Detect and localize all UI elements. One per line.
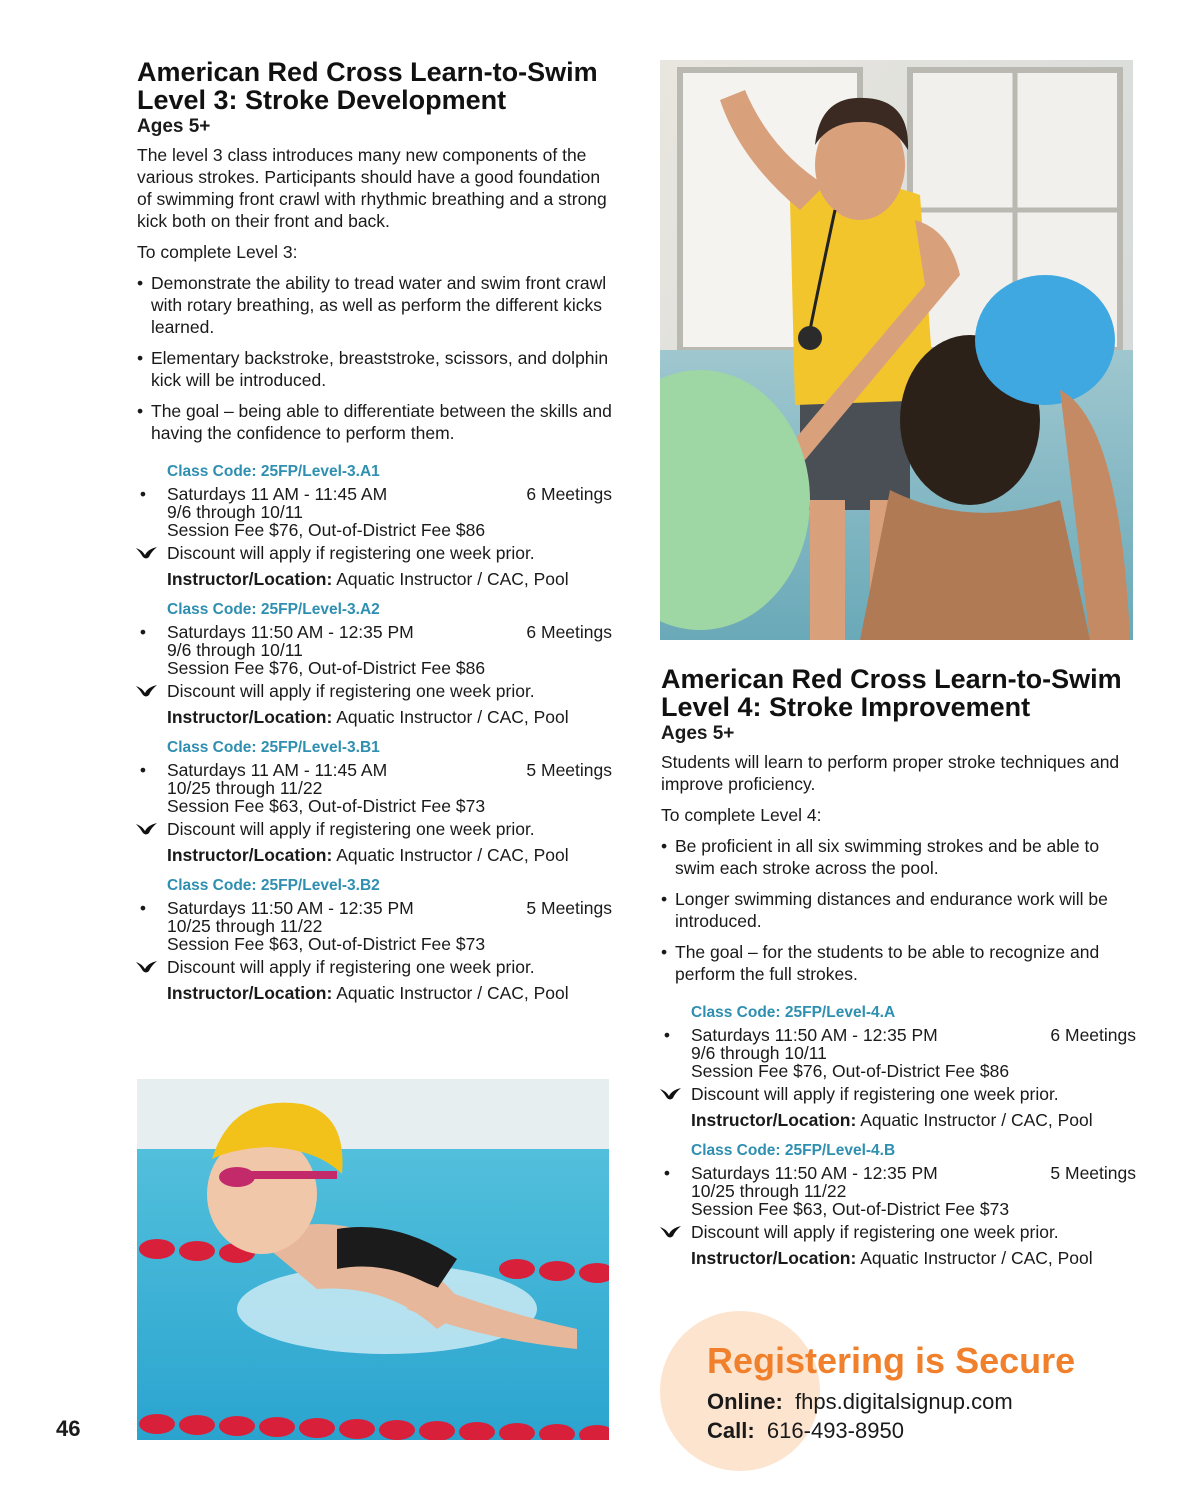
bullet-dot: •	[139, 898, 147, 918]
session-schedule: Saturdays 11:50 AM - 12:35 PM	[167, 898, 414, 918]
session-dates: 10/25 through 11/22	[167, 778, 323, 798]
page-number: 46	[56, 1416, 81, 1441]
instructor-label: Instructor/Location:	[167, 569, 333, 589]
level3-title-line2: Level 3: Stroke Development	[137, 85, 507, 115]
instructor-location	[691, 1247, 1136, 1269]
call-label: Call:	[707, 1418, 755, 1443]
class-code: Class Code: 25FP/Level-4.A	[691, 1004, 896, 1021]
list-item	[661, 941, 1136, 985]
level3-bullet-3: The goal – being able to differentiate between the skills and having the confidence to perform them.	[151, 401, 612, 443]
session-schedule: Saturdays 11 AM - 11:45 AM	[167, 484, 388, 504]
instructor-label: Instructor/Location:	[167, 707, 333, 727]
level4-requirements	[661, 835, 1136, 985]
session-dates: 9/6 through 10/11	[691, 1043, 827, 1063]
level4-title-line2: Level 4: Stroke Improvement	[661, 692, 1031, 722]
swimmer-photo-illustration	[137, 1079, 609, 1440]
level4-title-line1: American Red Cross Learn-to-Swim	[661, 664, 1122, 694]
class-code: Class Code: 25FP/Level-3.A2	[167, 601, 380, 618]
list-item	[661, 835, 1136, 879]
bullet-dot: •	[137, 348, 144, 368]
bullet-dot: •	[139, 484, 147, 504]
session-schedule: Saturdays 11:50 AM - 12:35 PM	[691, 1163, 938, 1183]
discount-note	[167, 956, 612, 978]
class-code: Class Code: 25FP/Level-3.B2	[167, 877, 380, 894]
bullet-dot: •	[663, 1163, 671, 1183]
session-schedule: Saturdays 11 AM - 11:45 AM	[167, 760, 388, 780]
instructor-value: Aquatic Instructor / CAC, Pool	[860, 1110, 1093, 1130]
session-dates: 9/6 through 10/11	[167, 502, 303, 522]
session-meetings: 5 Meetings	[526, 898, 612, 918]
discount-text: Discount will apply if registering one week prior.	[167, 957, 535, 977]
session-schedule: Saturdays 11:50 AM - 12:35 PM	[167, 622, 414, 642]
bird-icon	[659, 1086, 683, 1102]
session-schedule-row	[663, 1025, 1136, 1045]
online-link[interactable]: fhps.digitalsignup.com	[795, 1389, 1013, 1414]
discount-text: Discount will apply if registering one week prior.	[691, 1084, 1059, 1104]
list-item	[137, 347, 612, 391]
online-label: Online:	[707, 1389, 783, 1414]
level3-title	[137, 58, 612, 114]
level3-section	[137, 58, 612, 1004]
bird-icon	[135, 545, 159, 561]
discount-text: Discount will apply if registering one week prior.	[167, 819, 535, 839]
level3-ages: Ages 5+	[137, 116, 211, 137]
level3-sessions	[137, 462, 612, 1004]
class-session	[661, 1003, 1136, 1131]
session-schedule-row	[139, 622, 612, 642]
instructor-location	[167, 568, 612, 590]
class-session	[137, 876, 612, 1004]
bullet-dot: •	[139, 760, 147, 780]
session-meetings: 5 Meetings	[526, 760, 612, 780]
class-code: Class Code: 25FP/Level-3.A1	[167, 463, 380, 480]
discount-text: Discount will apply if registering one week prior.	[691, 1222, 1059, 1242]
level3-description: The level 3 class introduces many new components of the various strokes. Participants should have a good foundation of swimming front crawl with rhythmic breathing and a strong kick both on their front and back.	[137, 145, 607, 231]
level4-sessions	[661, 1003, 1136, 1269]
class-session	[661, 1141, 1136, 1269]
session-meetings: 6 Meetings	[1050, 1025, 1136, 1045]
bird-icon	[135, 959, 159, 975]
session-dates: 10/25 through 11/22	[691, 1181, 847, 1201]
session-meetings: 5 Meetings	[1050, 1163, 1136, 1183]
swimmer-photo	[137, 1079, 609, 1440]
level4-ages: Ages 5+	[661, 723, 735, 744]
level3-bullet-1: Demonstrate the ability to tread water and swim front crawl with rotary breathing, as well as perform the different kicks learned.	[151, 273, 607, 337]
instructor-location	[167, 844, 612, 866]
session-schedule: Saturdays 11:50 AM - 12:35 PM	[691, 1025, 938, 1045]
bullet-dot: •	[663, 1025, 671, 1045]
discount-text: Discount will apply if registering one week prior.	[167, 543, 535, 563]
session-dates: 10/25 through 11/22	[167, 916, 323, 936]
session-dates: 9/6 through 10/11	[167, 640, 303, 660]
bullet-dot: •	[137, 401, 144, 421]
discount-note	[167, 818, 612, 840]
level4-description: Students will learn to perform proper stroke techniques and improve proficiency.	[661, 752, 1120, 794]
list-item	[661, 888, 1136, 932]
level4-complete-heading: To complete Level 4:	[661, 805, 822, 825]
session-fee: Session Fee $63, Out-of-District Fee $73	[691, 1199, 1010, 1219]
bullet-dot: •	[137, 273, 144, 293]
discount-note	[691, 1083, 1136, 1105]
session-schedule-row	[139, 484, 612, 504]
level4-bullet-1: Be proficient in all six swimming strokes and be able to swim each stroke across the pool.	[675, 836, 1100, 878]
instructor-label: Instructor/Location:	[691, 1110, 857, 1130]
session-schedule-row	[139, 760, 612, 780]
level4-section	[661, 665, 1136, 1269]
instructor-label: Instructor/Location:	[691, 1248, 857, 1268]
instructor-photo-illustration	[660, 60, 1133, 640]
level3-bullet-2: Elementary backstroke, breaststroke, scissors, and dolphin kick will be introduced.	[151, 348, 609, 390]
class-session	[137, 462, 612, 590]
list-item	[137, 272, 612, 338]
level3-title-line1: American Red Cross Learn-to-Swim	[137, 57, 598, 87]
bullet-dot: •	[661, 942, 668, 962]
session-schedule-row	[663, 1163, 1136, 1183]
session-fee: Session Fee $63, Out-of-District Fee $73	[167, 934, 486, 954]
register-title: Registering is Secure	[707, 1340, 1076, 1381]
session-fee: Session Fee $63, Out-of-District Fee $73	[167, 796, 486, 816]
session-fee: Session Fee $76, Out-of-District Fee $86	[691, 1061, 1010, 1081]
register-online	[707, 1389, 1013, 1415]
instructor-location	[167, 982, 612, 1004]
bird-icon	[135, 683, 159, 699]
phone-number[interactable]: 616-493-8950	[766, 1418, 904, 1443]
discount-note	[691, 1221, 1136, 1243]
session-fee: Session Fee $76, Out-of-District Fee $86	[167, 520, 486, 540]
bird-icon	[659, 1224, 683, 1240]
instructor-location	[167, 706, 612, 728]
instructor-location	[691, 1109, 1136, 1131]
instructor-label: Instructor/Location:	[167, 983, 333, 1003]
level3-complete-heading: To complete Level 3:	[137, 242, 298, 262]
instructor-value: Aquatic Instructor / CAC, Pool	[336, 845, 569, 865]
discount-note	[167, 680, 612, 702]
class-code: Class Code: 25FP/Level-3.B1	[167, 739, 380, 756]
level4-title	[661, 665, 1136, 721]
level3-requirements	[137, 272, 612, 444]
register-call	[707, 1418, 904, 1444]
class-session	[137, 600, 612, 728]
class-code: Class Code: 25FP/Level-4.B	[691, 1142, 896, 1159]
list-item	[137, 400, 612, 444]
class-session	[137, 738, 612, 866]
bullet-dot: •	[139, 622, 147, 642]
session-fee: Session Fee $76, Out-of-District Fee $86	[167, 658, 486, 678]
instructor-value: Aquatic Instructor / CAC, Pool	[336, 569, 569, 589]
session-schedule-row	[139, 898, 612, 918]
instructor-label: Instructor/Location:	[167, 845, 333, 865]
session-meetings: 6 Meetings	[526, 484, 612, 504]
instructor-photo	[660, 60, 1133, 640]
instructor-value: Aquatic Instructor / CAC, Pool	[336, 983, 569, 1003]
bullet-dot: •	[661, 836, 668, 856]
level4-bullet-3: The goal – for the students to be able to recognize and perform the full strokes.	[675, 942, 1100, 984]
bullet-dot: •	[661, 889, 668, 909]
level4-bullet-2: Longer swimming distances and endurance work will be introduced.	[675, 889, 1108, 931]
instructor-value: Aquatic Instructor / CAC, Pool	[860, 1248, 1093, 1268]
session-meetings: 6 Meetings	[526, 622, 612, 642]
discount-note	[167, 542, 612, 564]
instructor-value: Aquatic Instructor / CAC, Pool	[336, 707, 569, 727]
bird-icon	[135, 821, 159, 837]
discount-text: Discount will apply if registering one week prior.	[167, 681, 535, 701]
